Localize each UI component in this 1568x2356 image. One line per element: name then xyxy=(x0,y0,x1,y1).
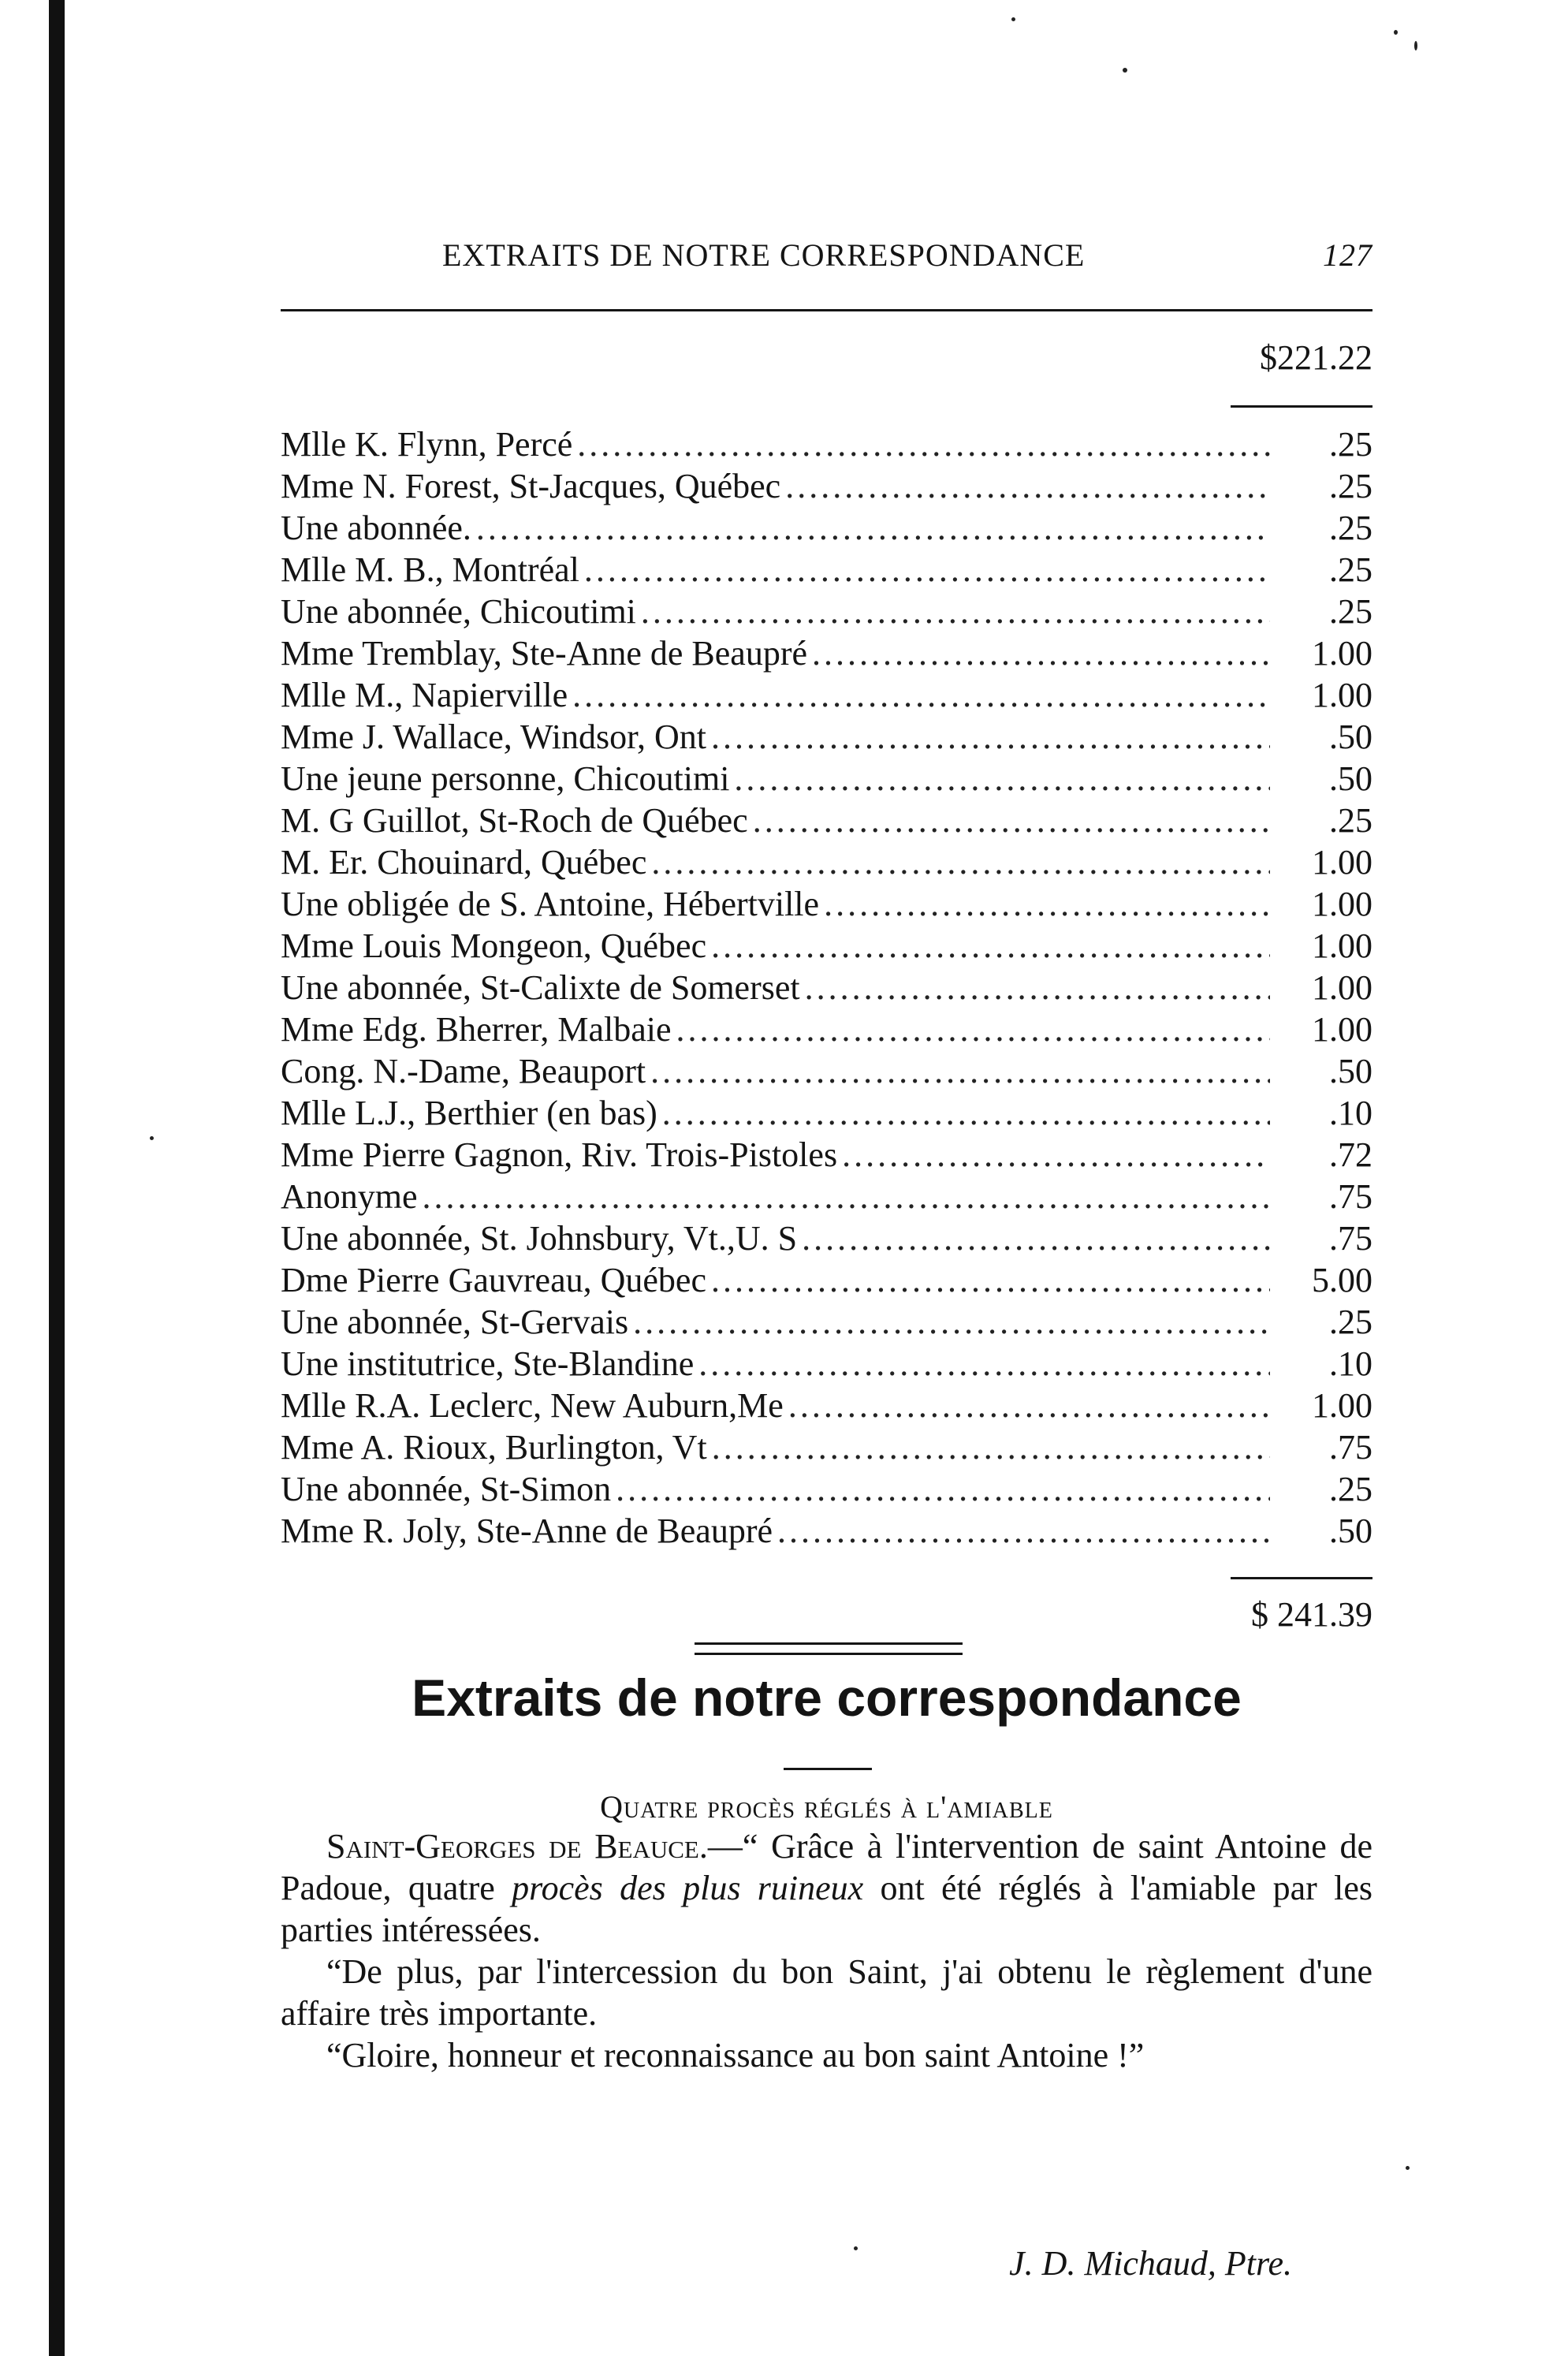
donor-name: Dme Pierre Gauvreau, Québec xyxy=(281,1261,706,1299)
donation-entry xyxy=(281,841,1372,883)
donation-amount: .50 xyxy=(1329,718,1372,756)
dot-leader xyxy=(712,1426,1270,1468)
donation-amount: 5.00 xyxy=(1312,1261,1372,1299)
donor-name: Mme Edg. Bherrer, Malbaie xyxy=(281,1010,672,1049)
donation-entry xyxy=(281,1134,1372,1176)
dot-leader xyxy=(616,1468,1270,1510)
dot-leader xyxy=(785,465,1270,507)
donation-amount: .72 xyxy=(1329,1135,1372,1174)
donor-name: Mme Tremblay, Ste-Anne de Beaupré xyxy=(281,634,808,673)
donation-entry xyxy=(281,632,1372,674)
donor-name: M. G Guillot, St-Roch de Québec xyxy=(281,801,748,840)
running-title: EXTRAITS DE NOTRE CORRESPONDANCE xyxy=(442,237,1086,273)
dot-leader xyxy=(577,423,1270,465)
donation-amount: 1.00 xyxy=(1312,926,1372,965)
donation-entry xyxy=(281,800,1372,841)
donation-entry xyxy=(281,1008,1372,1050)
donation-amount: 1.00 xyxy=(1312,1386,1372,1425)
donation-amount: .25 xyxy=(1329,425,1372,464)
scan-speck xyxy=(150,1136,154,1140)
section-divider-upper xyxy=(695,1642,963,1645)
donation-amount: .75 xyxy=(1329,1219,1372,1258)
dot-leader xyxy=(711,1259,1270,1301)
donor-name: Une abonnée, St-Calixte de Somerset xyxy=(281,968,800,1007)
paragraph-1 xyxy=(281,1825,1372,1951)
paragraph-1-end: ont été réglés à l'amiable par les parties intéressées. xyxy=(281,1869,1373,1949)
book-page xyxy=(281,0,1372,2356)
donation-amount: .25 xyxy=(1329,1303,1372,1341)
donor-name: Mme Louis Mongeon, Québec xyxy=(281,926,707,965)
donor-name: Anonyme xyxy=(281,1177,418,1216)
donor-name: Une abonnée, St-Simon xyxy=(281,1470,612,1508)
donation-entry xyxy=(281,925,1372,967)
donation-entry xyxy=(281,1092,1372,1134)
carried-forward-amount: $221.22 xyxy=(1260,338,1372,377)
donation-entry xyxy=(281,591,1372,632)
dot-leader xyxy=(676,1008,1270,1050)
donor-name: Mme R. Joly, Ste-Anne de Beaupré xyxy=(281,1512,773,1550)
donation-amount: 1.00 xyxy=(1312,843,1372,882)
dateline: Saint-Georges de Beauce. xyxy=(326,1827,708,1866)
donation-amount: .25 xyxy=(1329,801,1372,840)
donation-entry xyxy=(281,1050,1372,1092)
donor-name: Mlle M. B., Montréal xyxy=(281,550,579,589)
donor-name: Mlle M., Napierville xyxy=(281,676,568,714)
donation-entry xyxy=(281,883,1372,925)
donation-amount: .10 xyxy=(1329,1094,1372,1132)
donor-name: Mlle R.A. Leclerc, New Auburn,Me xyxy=(281,1386,784,1425)
dot-leader xyxy=(824,883,1270,925)
dot-leader xyxy=(812,632,1270,674)
donation-entry xyxy=(281,507,1372,549)
donation-amount: .25 xyxy=(1329,550,1372,589)
donation-entry xyxy=(281,758,1372,800)
donor-name: Mme A. Rioux, Burlington, Vt xyxy=(281,1428,707,1467)
donor-name: Une abonnée, St. Johnsbury, Vt.,U. S xyxy=(281,1219,798,1258)
donation-amount: .50 xyxy=(1329,1512,1372,1550)
donation-entry xyxy=(281,674,1372,716)
page-number: 127 xyxy=(1323,237,1372,273)
donation-entry xyxy=(281,1301,1372,1343)
section-divider-lower xyxy=(695,1653,963,1655)
donor-name: Mlle L.J., Berthier (en bas) xyxy=(281,1094,657,1132)
donation-amount: .50 xyxy=(1329,1052,1372,1090)
donation-amount: 1.00 xyxy=(1312,885,1372,923)
donor-name: Cong. N.-Dame, Beauport xyxy=(281,1052,646,1090)
dot-leader xyxy=(711,925,1270,967)
dot-leader xyxy=(476,507,1270,549)
scan-speck xyxy=(1394,30,1398,35)
donation-entry xyxy=(281,1510,1372,1552)
header-rule xyxy=(281,309,1372,311)
donation-entry xyxy=(281,549,1372,591)
donation-entry xyxy=(281,1426,1372,1468)
donation-entry xyxy=(281,1468,1372,1510)
total-rule xyxy=(1231,1577,1372,1579)
dot-leader xyxy=(572,674,1270,716)
donation-list xyxy=(281,423,1372,1552)
donation-amount: .75 xyxy=(1329,1428,1372,1467)
dot-leader xyxy=(842,1134,1270,1176)
emphasis: procès des plus ruineux xyxy=(512,1869,864,1907)
donation-entry xyxy=(281,465,1372,507)
donation-entry xyxy=(281,1343,1372,1385)
donation-amount: 1.00 xyxy=(1312,676,1372,714)
paragraph-2: “De plus, par l'intercession du bon Saint, j'ai obtenu le règlement d'une affaire très importante. xyxy=(281,1952,1372,2033)
paragraph-1-start: —“ Grâce à l'intervention de saint Antoine de Padoue, quatre xyxy=(281,1827,1372,1907)
dot-leader xyxy=(805,967,1270,1008)
dot-leader xyxy=(423,1176,1270,1217)
running-head xyxy=(442,237,1372,274)
dot-leader xyxy=(584,549,1270,591)
donation-amount: .50 xyxy=(1329,759,1372,798)
dot-leader xyxy=(662,1092,1270,1134)
donation-amount: .10 xyxy=(1329,1344,1372,1383)
donor-name: Mme Pierre Gagnon, Riv. Trois-Pistoles xyxy=(281,1135,838,1174)
donor-name: Mlle K. Flynn, Percé xyxy=(281,425,573,464)
signature: J. D. Michaud, Ptre. xyxy=(1009,2244,1292,2283)
dot-leader xyxy=(777,1510,1270,1552)
donor-name: Une abonnée. xyxy=(281,509,471,547)
paragraph-3: “Gloire, honneur et reconnaissance au bon saint Antoine !” xyxy=(326,2036,1145,2075)
scan-binding-edge xyxy=(49,0,65,2356)
donor-name: Une abonnée, Chicoutimi xyxy=(281,592,636,631)
dot-leader xyxy=(734,758,1270,800)
donation-entry xyxy=(281,1176,1372,1217)
dot-leader xyxy=(802,1217,1270,1259)
donor-name: M. Er. Chouinard, Québec xyxy=(281,843,647,882)
donation-entry xyxy=(281,716,1372,758)
donor-name: Mme J. Wallace, Windsor, Ont xyxy=(281,718,706,756)
total-amount: $ 241.39 xyxy=(1251,1595,1372,1634)
donor-name: Une abonnée, St-Gervais xyxy=(281,1303,629,1341)
scan-speck xyxy=(1406,2166,1410,2170)
dot-leader xyxy=(788,1385,1270,1426)
donor-name: Une obligée de S. Antoine, Hébertville xyxy=(281,885,820,923)
donation-amount: 1.00 xyxy=(1312,634,1372,673)
dot-leader xyxy=(711,716,1270,758)
donation-entry xyxy=(281,967,1372,1008)
dot-leader xyxy=(698,1343,1270,1385)
donation-amount: .25 xyxy=(1329,592,1372,631)
dot-leader xyxy=(650,1050,1270,1092)
section-title: Extraits de notre correspondance xyxy=(412,1668,1242,1727)
subtotal-rule xyxy=(1231,405,1372,408)
donation-entry xyxy=(281,1385,1372,1426)
donor-name: Une jeune personne, Chicoutimi xyxy=(281,759,730,798)
dot-leader xyxy=(633,1301,1270,1343)
donation-entry xyxy=(281,1259,1372,1301)
donor-name: Une institutrice, Ste-Blandine xyxy=(281,1344,695,1383)
article-subhead: Quatre procès réglés à l'amiable xyxy=(600,1789,1053,1825)
scan-speck xyxy=(1414,41,1417,50)
dot-leader xyxy=(641,591,1270,632)
donation-amount: 1.00 xyxy=(1312,968,1372,1007)
donation-entry xyxy=(281,1217,1372,1259)
donation-amount: 1.00 xyxy=(1312,1010,1372,1049)
dot-leader xyxy=(753,800,1270,841)
donation-amount: .25 xyxy=(1329,509,1372,547)
donation-entry xyxy=(281,423,1372,465)
article-body xyxy=(281,1825,1372,2076)
donation-amount: .75 xyxy=(1329,1177,1372,1216)
dot-leader xyxy=(651,841,1270,883)
donation-amount: .25 xyxy=(1329,1470,1372,1508)
donor-name: Mme N. Forest, St-Jacques, Québec xyxy=(281,467,781,505)
title-rule xyxy=(784,1768,872,1770)
donation-amount: .25 xyxy=(1329,467,1372,505)
